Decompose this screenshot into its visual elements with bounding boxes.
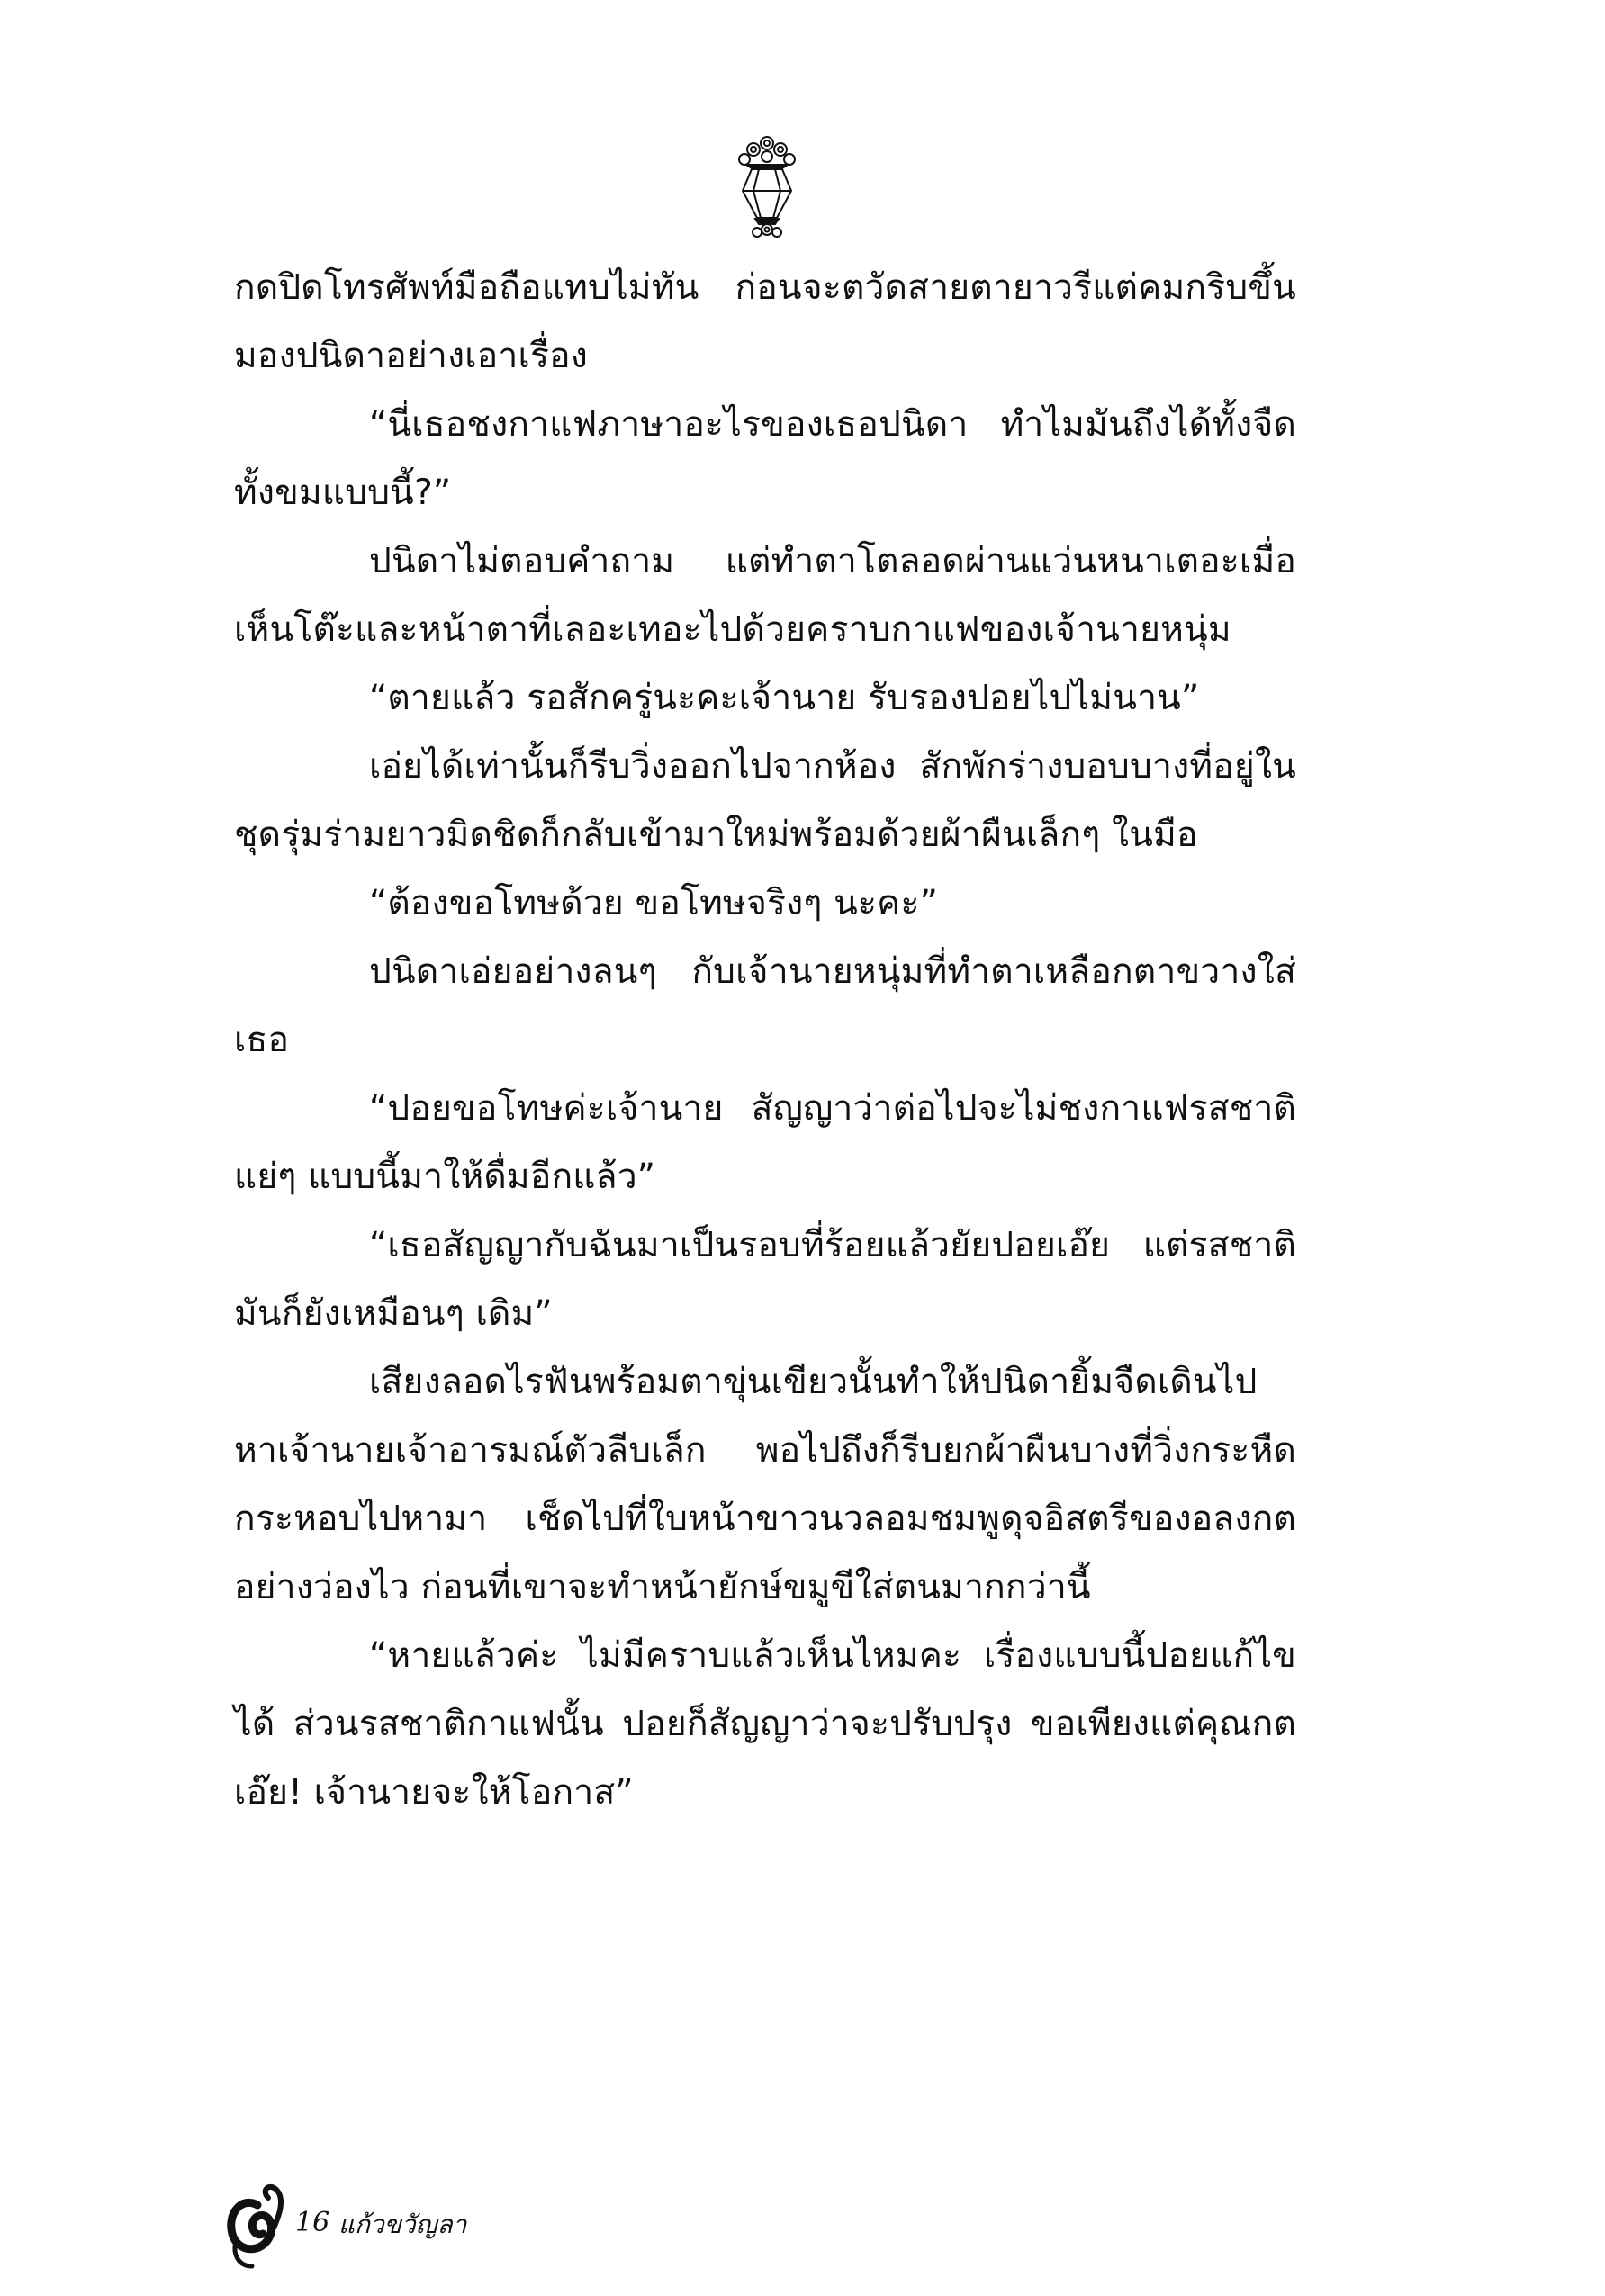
lantern-ornament-icon xyxy=(735,135,798,241)
paragraph: “ตายแล้ว รอสักครู่นะคะเจ้านาย รับรองปอยไปไม่นาน” xyxy=(369,678,1200,718)
paragraph: เอ่ยได้เท่านั้นก็รีบวิ่งออกไปจากห้อง สักพักร่างบอบบางที่อยู่ในชุดรุ่มร่ามยาวมิดชิดก็กลับเข้ามาใหม่พร้อมด้วยผ้าผืนเล็กๆ ในมือ xyxy=(234,746,1296,855)
paragraph: “ต้องขอโทษด้วย ขอโทษจริงๆ นะคะ” xyxy=(369,883,938,923)
paragraph: “นี่เธอชงกาแฟภาษาอะไรของเธอปนิดา ทำไมมันถึงได้ทั้งจืดทั้งขมแบบนี้?” xyxy=(234,404,1296,513)
paragraph: “ปอยขอโทษค่ะเจ้านาย สัญญาว่าต่อไปจะไม่ชงกาแฟรสชาติแย่ๆ แบบนี้มาให้ดื่มอีกแล้ว” xyxy=(234,1088,1296,1197)
paragraph: ปนิดาเอ่ยอย่างลนๆ กับเจ้านายหนุ่มที่ทำตาเหลือกตาขวางใส่เธอ xyxy=(234,951,1296,1060)
paragraph: เสียงลอดไรฟันพร้อมตาขุ่นเขียวนั้นทำให้ปนิดายิ้มจืดเดินไปหาเจ้านายเจ้าอารมณ์ตัวลีบเล็ก พอไปถึงก็รีบยกผ้าผืนบางที่วิ่งกระหืดกระหอบไปหามา เช็ดไปที่ใบหน้าขาวนวลอมชมพูดุจอิสตรีของอลงกตอย่างว่องไว ก่อนที่เขาจะทำหน้ายักษ์ขมูขีใส่ตนมากกว่านี้ xyxy=(234,1362,1296,1607)
paragraph: “หายแล้วค่ะ ไม่มีคราบแล้วเห็นไหมคะ เรื่องแบบนี้ปอยแก้ไขได้ ส่วนรสชาติกาแฟนั้น ปอยก็สัญญาว่าจะปรับปรุง ขอเพียงแต่คุณกต เอ๊ย! เจ้านายจะให้โอกาส” xyxy=(234,1635,1296,1813)
page-footer xyxy=(223,2178,583,2277)
body-text xyxy=(234,254,1296,1827)
paragraph: กดปิดโทรศัพท์มือถือแทบไม่ทัน ก่อนจะตวัดสายตายาวรีแต่คมกริบขึ้นมองปนิดาอย่างเอาเรื่อง xyxy=(234,267,1296,376)
paragraph: ปนิดาไม่ตอบคำถาม แต่ทำตาโตลอดผ่านแว่นหนาเตอะเมื่อเห็นโต๊ะและหน้าตาที่เลอะเทอะไปด้วยคราบกาแฟของเจ้านายหนุ่ม xyxy=(234,541,1296,650)
paragraph: “เธอสัญญากับฉันมาเป็นรอบที่ร้อยแล้วยัยปอยเอ๊ย แต่รสชาติมันก็ยังเหมือนๆ เดิม” xyxy=(234,1225,1296,1334)
page-number: 16 xyxy=(295,2207,330,2238)
book-title: แก้วขวัญลา xyxy=(338,2210,467,2239)
